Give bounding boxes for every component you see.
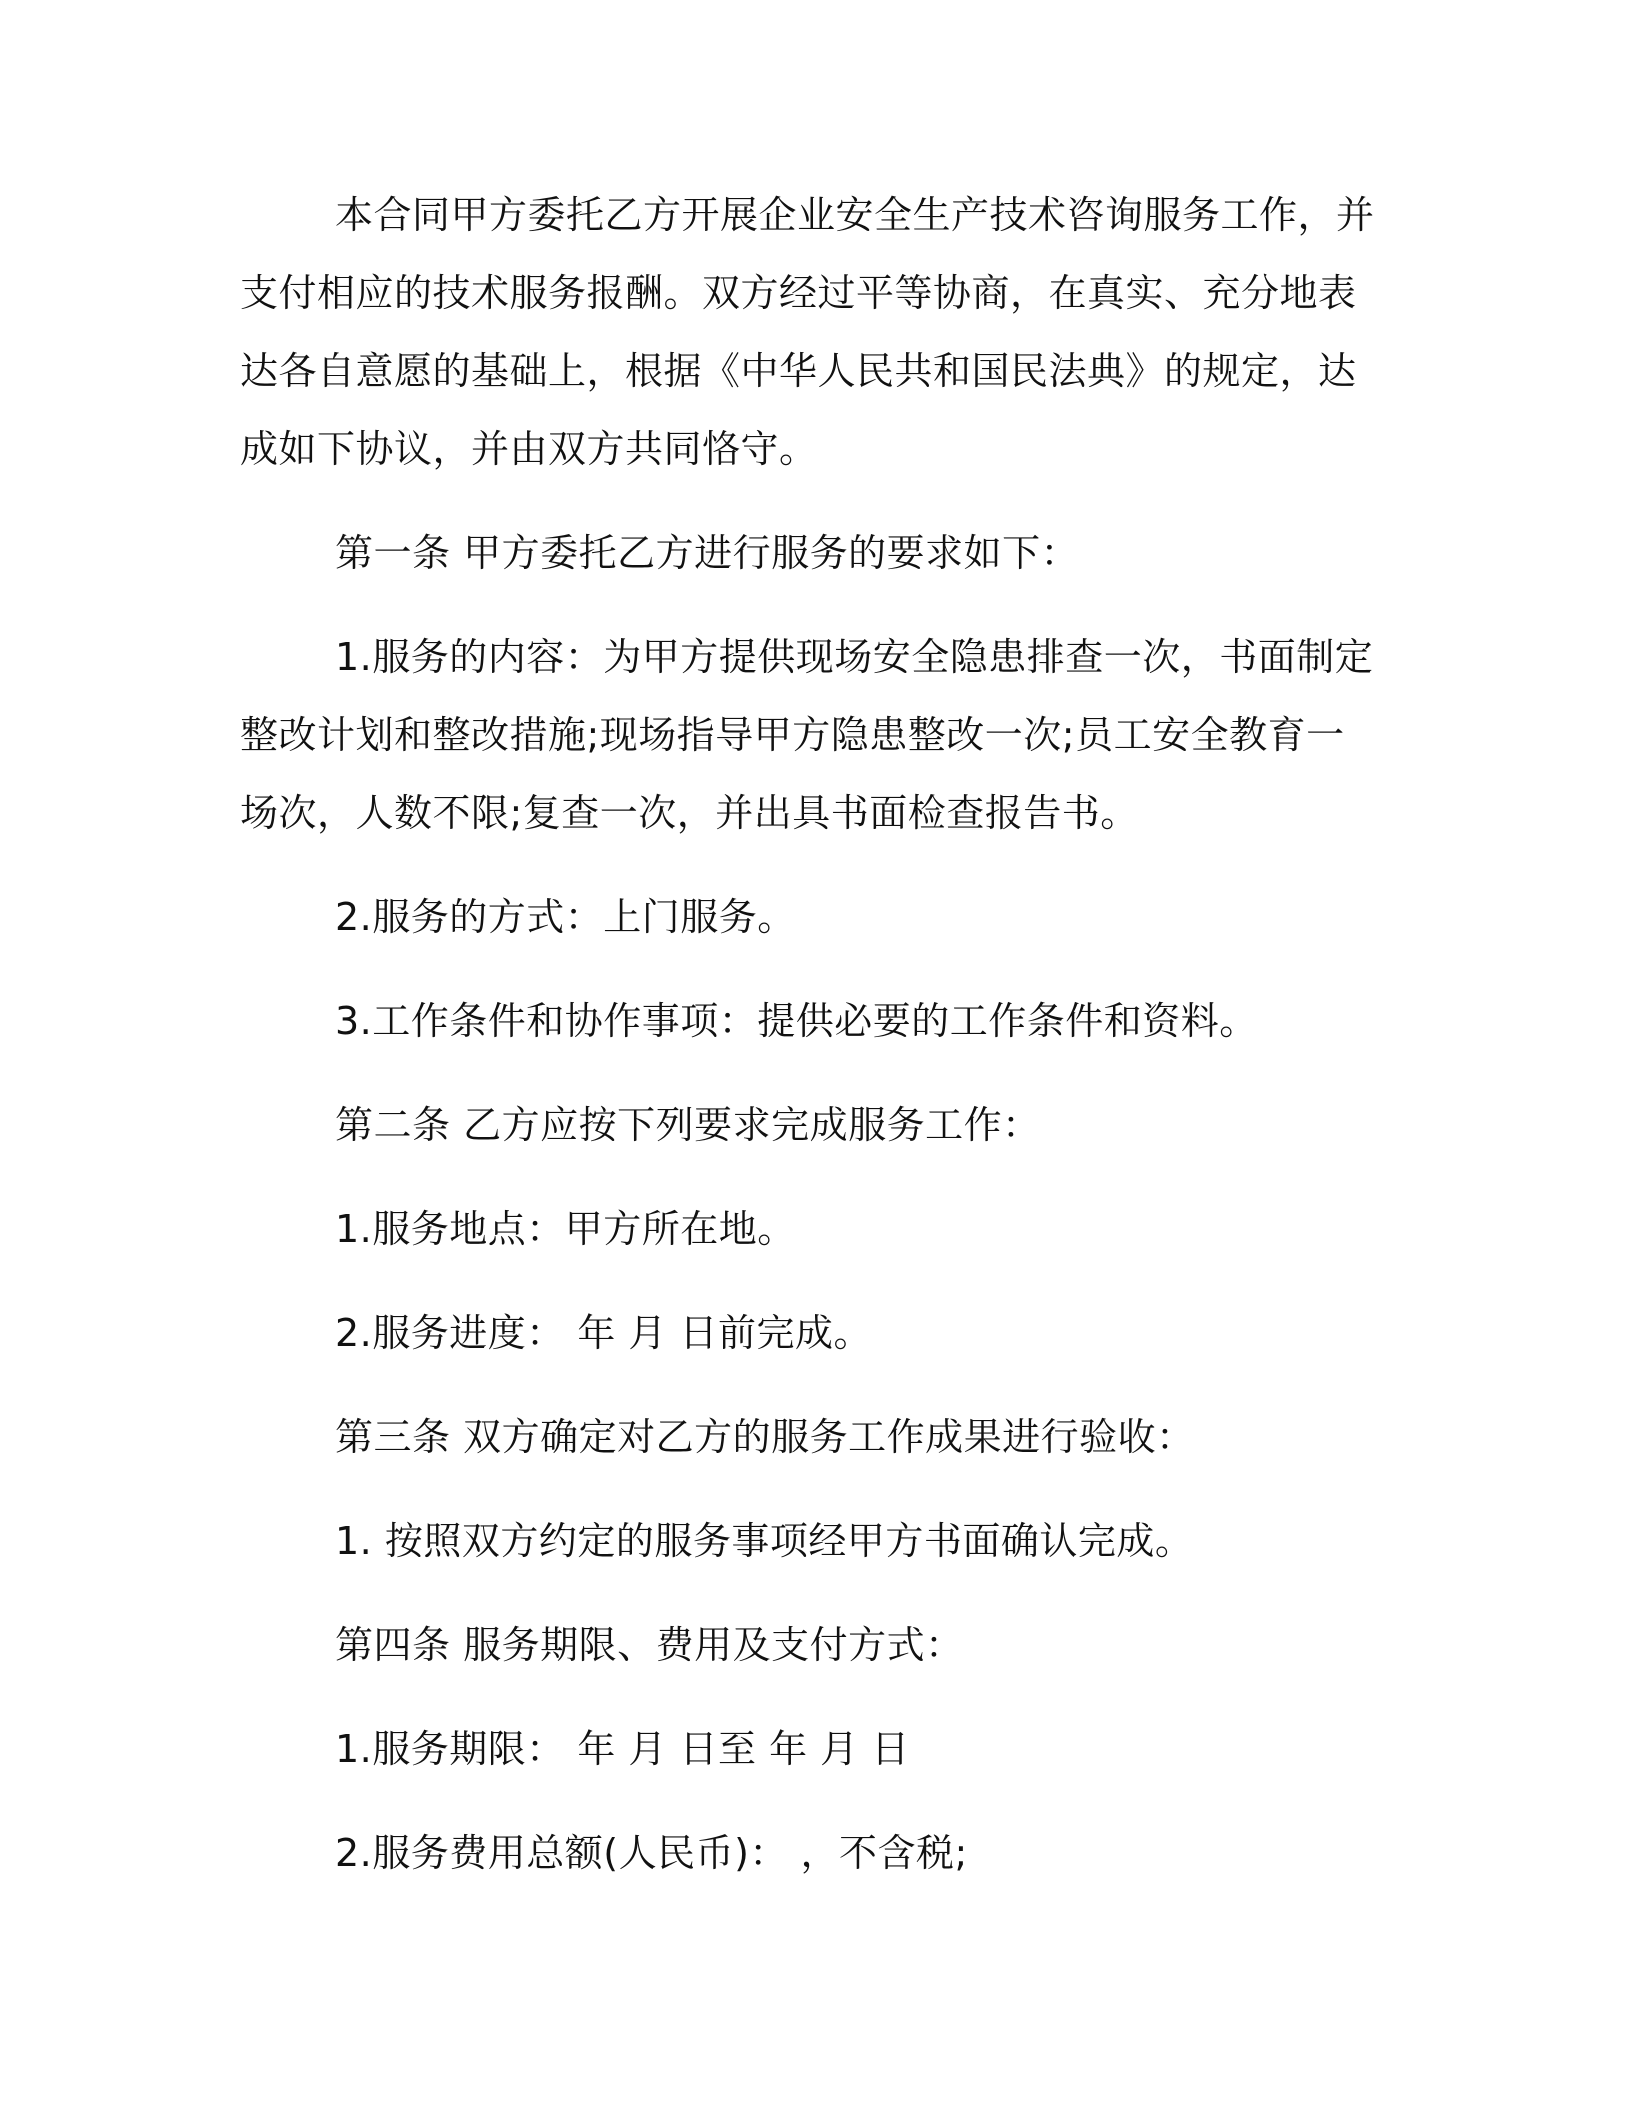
intro-paragraph: 本合同甲方委托乙方开展企业安全生产技术咨询服务工作，并支付相应的技术服务报酬。双方经过平等协商，在真实、充分地表达各自意愿的基础上，根据《中华人民共和国民法典》的规定，达成如下协议，并由双方共同恪守。 (240, 193, 1375, 471)
article-4-item-2: 2.服务费用总额(人民币)： ，不含税; (335, 1831, 968, 1875)
article-3-heading: 第三条 双方确定对乙方的服务工作成果进行验收： (335, 1415, 1195, 1459)
article-1-item-2: 2.服务的方式：上门服务。 (335, 895, 796, 939)
article-3-item-1: 1. 按照双方约定的服务事项经甲方书面确认完成。 (335, 1519, 1194, 1563)
article-1-heading: 第一条 甲方委托乙方进行服务的要求如下： (335, 531, 1080, 575)
article-1-item-3: 3.工作条件和协作事项：提供必要的工作条件和资料。 (335, 999, 1258, 1043)
article-4-heading: 第四条 服务期限、费用及支付方式： (335, 1623, 964, 1667)
article-2-item-2: 2.服务进度： 年 月 日前完成。 (335, 1311, 872, 1355)
article-2-item-1: 1.服务地点：甲方所在地。 (335, 1207, 796, 1251)
article-4-item-1: 1.服务期限： 年 月 日至 年 月 日 (335, 1727, 910, 1771)
article-1-item-1: 1.服务的内容：为甲方提供现场安全隐患排查一次，书面制定整改计划和整改措施;现场指导甲方隐患整改一次;员工安全教育一场次，人数不限;复查一次，并出具书面检查报告书。 (240, 635, 1374, 835)
document-body (240, 176, 1380, 1918)
article-2-heading: 第二条 乙方应按下列要求完成服务工作： (335, 1103, 1041, 1147)
